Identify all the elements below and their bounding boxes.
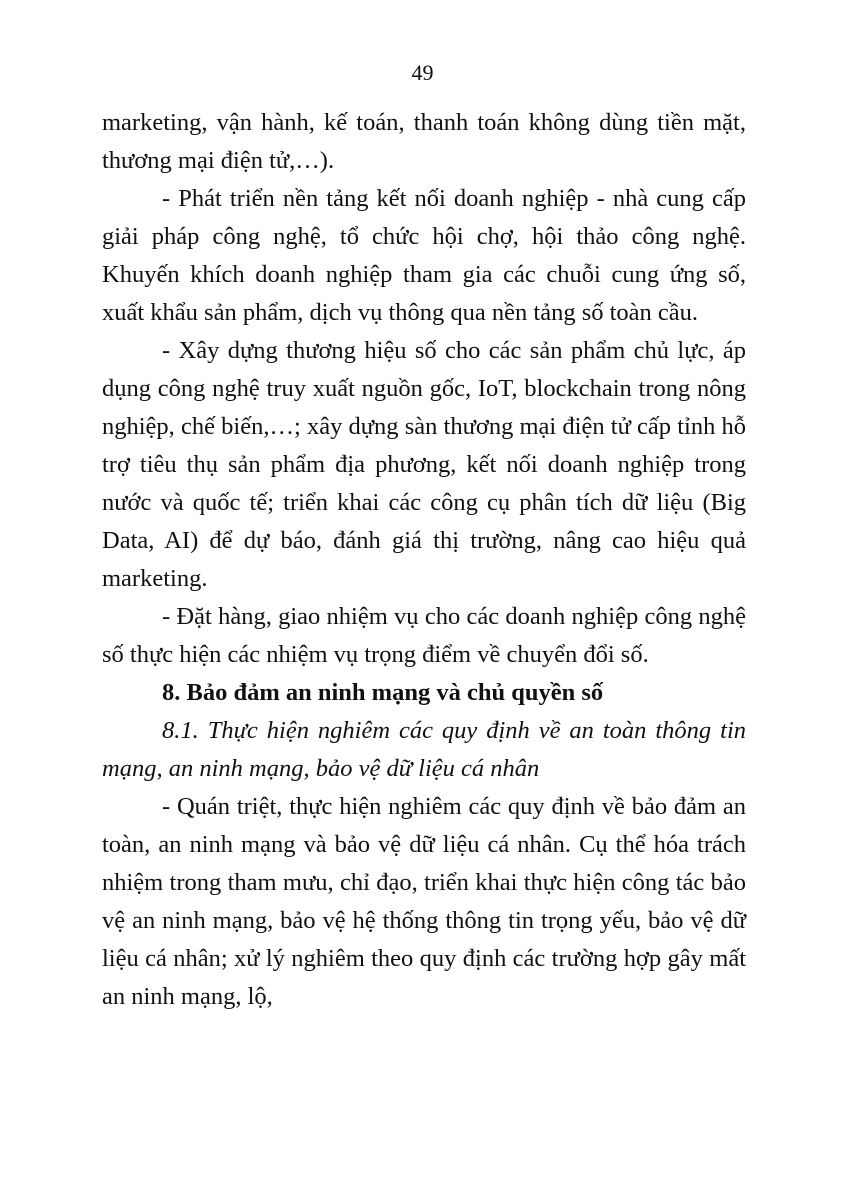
paragraph-digital-brand: - Xây dựng thương hiệu số cho các sản phẩm chủ lực, áp dụng công nghệ truy xuất nguồn gốc, IoT, blockchain trong nông nghiệp, chế biến,…; xây dựng sàn thương mại điện tử cấp tỉnh hỗ trợ tiêu thụ sản phẩm địa phương, kết nối doanh nghiệp trong nước và quốc tế; triển khai các công cụ phân tích dữ liệu (Big Data, AI) để dự báo, đánh giá thị trường, nâng cao hiệu quả marketing.	[102, 337, 746, 592]
section-heading: 8. Bảo đảm an ninh mạng và chủ quyền số	[162, 679, 604, 706]
paragraph-security-regulations: - Quán triệt, thực hiện nghiêm các quy định về bảo đảm an toàn, an ninh mạng và bảo vệ dữ liệu cá nhân. Cụ thể hóa trách nhiệm trong tham mưu, chỉ đạo, triển khai thực hiện công tác bảo vệ an ninh mạng, bảo vệ hệ thống thông tin trọng yếu, bảo vệ dữ liệu cá nhân; xử lý nghiêm theo quy định các trường hợp gây mất an ninh mạng, lộ,	[102, 793, 746, 1010]
paragraph-orders-tasks: - Đặt hàng, giao nhiệm vụ cho các doanh nghiệp công nghệ số thực hiện các nhiệm vụ trọng điểm về chuyển đổi số.	[102, 603, 746, 668]
page-number: 49	[411, 60, 434, 85]
paragraph-continuation: marketing, vận hành, kế toán, thanh toán không dùng tiền mặt, thương mại điện tử,…).	[102, 109, 746, 174]
subsection-heading: 8.1. Thực hiện nghiêm các quy định về an toàn thông tin mạng, an ninh mạng, bảo vệ dữ liệu cá nhân	[102, 717, 746, 782]
paragraph-business-platform: - Phát triển nền tảng kết nối doanh nghiệp - nhà cung cấp giải pháp công nghệ, tổ chức hội chợ, hội thảo công nghệ. Khuyến khích doanh nghiệp tham gia các chuỗi cung ứng số, xuất khẩu sản phẩm, dịch vụ thông qua nền tảng số toàn cầu.	[102, 185, 746, 326]
body-text	[102, 104, 746, 1016]
